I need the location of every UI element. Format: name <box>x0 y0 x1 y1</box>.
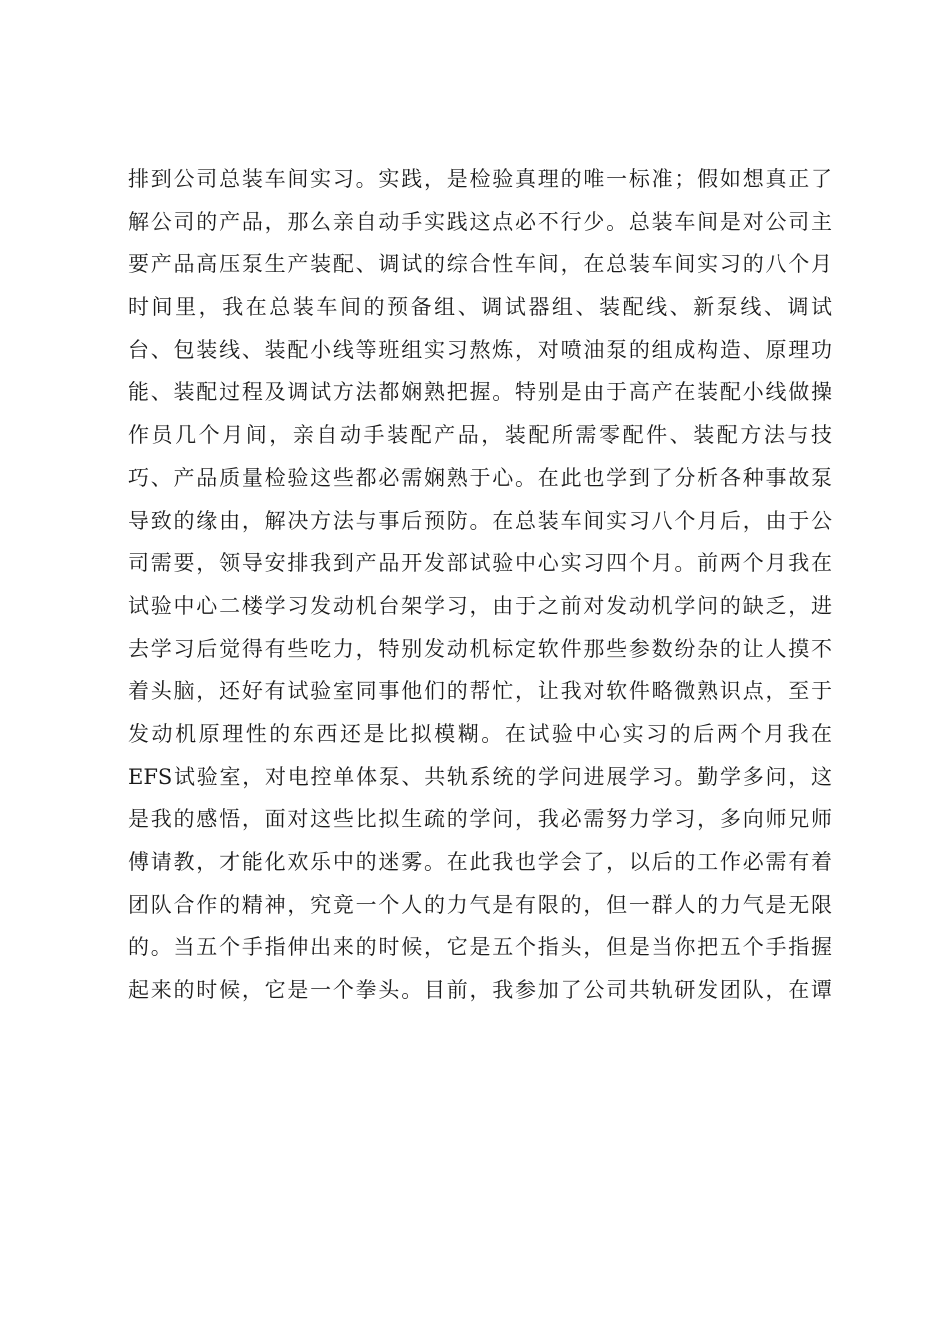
text-line: 的。当五个手指伸出来的时候，它是五个指头，但是当你把五个手指握 <box>128 935 832 960</box>
text-line: 司需要，领导安排我到产品开发部试验中心实习四个月。前两个月我在 <box>128 551 832 576</box>
text-line: 作员几个月间，亲自动手装配产品，装配所需零配件、装配方法与技 <box>128 423 832 448</box>
text-line: 发动机原理性的东西还是比拟模糊。在试验中心实习的后两个月我在 <box>128 721 832 746</box>
text-line: 巧、产品质量检验这些都必需娴熟于心。在此也学到了分析各种事故泵 <box>128 465 832 490</box>
text-line: 试验中心二楼学习发动机台架学习，由于之前对发动机学问的缺乏，进 <box>128 593 832 618</box>
text-line: 去学习后觉得有些吃力，特别发动机标定软件那些参数纷杂的让人摸不 <box>128 636 832 661</box>
text-line: 是我的感悟，面对这些比拟生疏的学问，我必需努力学习，多向师兄师 <box>128 807 832 832</box>
text-line: EFS试验室，对电控单体泵、共轨系统的学问进展学习。勤学多问，这 <box>128 764 832 789</box>
text-line: 时间里，我在总装车间的预备组、调试器组、装配线、新泵线、调试 <box>128 295 832 320</box>
text-line: 能、装配过程及调试方法都娴熟把握。特别是由于高产在装配小线做操 <box>128 380 832 405</box>
text-line: 要产品高压泵生产装配、调试的综合性车间，在总装车间实习的八个月 <box>128 252 832 277</box>
text-line: 起来的时候，它是一个拳头。目前，我参加了公司共轨研发团队，在谭 <box>128 978 832 1003</box>
text-line: 台、包装线、装配小线等班组实习熬炼，对喷油泵的组成构造、原理功 <box>128 337 832 362</box>
text-line: 排到公司总装车间实习。实践，是检验真理的唯一标准；假如想真正了 <box>128 167 832 191</box>
body-paragraph <box>128 158 832 1012</box>
text-line: 解公司的产品，那么亲自动手实践这点必不行少。总装车间是对公司主 <box>128 209 832 234</box>
text-line: 团队合作的精神，究竟一个人的力气是有限的，但一群人的力气是无限 <box>128 892 832 917</box>
text-line: 着头脑，还好有试验室同事他们的帮忙，让我对软件略微熟识点，至于 <box>128 679 832 704</box>
text-line: 导致的缘由，解决方法与事后预防。在总装车间实习八个月后，由于公 <box>128 508 832 533</box>
text-line: 傅请教，才能化欢乐中的迷雾。在此我也学会了，以后的工作必需有着 <box>128 850 832 874</box>
